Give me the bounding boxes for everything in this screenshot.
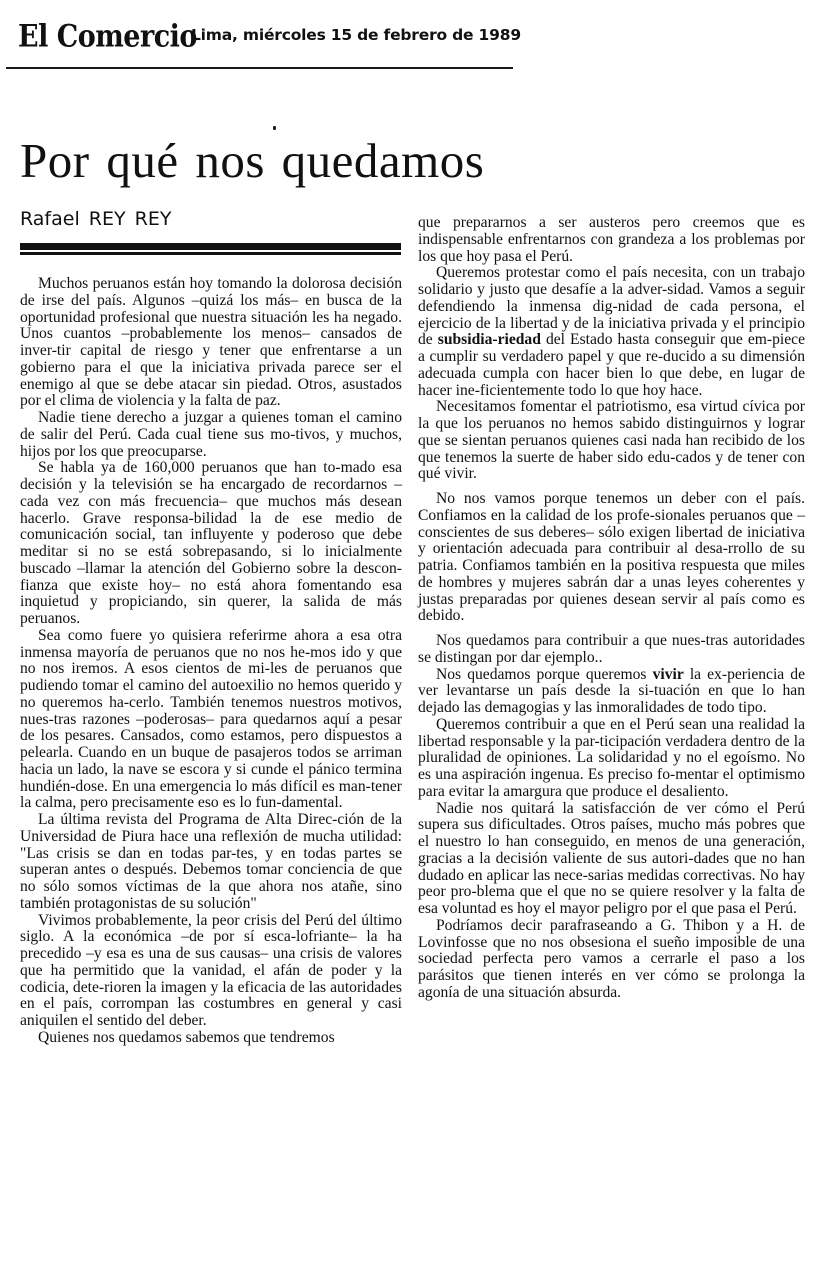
emphasis: vivir (652, 665, 684, 683)
print-speck (273, 126, 276, 130)
article-headline: Por qué nos quedamos (20, 133, 485, 188)
paragraph: Queremos contribuir a que en el Perú sean una realidad la libertad responsable y la par-ticipación verdadera dentro de la pluralidad de opiniones. La solidaridad y no el egoísmo. No es una aspiración ingenua. Es preciso fo-mentar el optimismo para evitar la amargura que produce el desaliento. (418, 715, 805, 800)
paragraph-continuation: que prepararnos a ser austeros pero creemos que es indispensable enfrentarnos con grandeza a los problemas por los que hoy pasa el Perú. (418, 214, 805, 265)
paragraph: No nos vamos porque tenemos un deber con el país. Confiamos en la calidad de los profe-sionales peruanos que –conscientes de sus deberes– sólo exigen libertad de iniciativa y orientación adecuada para contribuir al desa-rrollo de su patria. Confiamos también en la positiva respuesta que miles de hombres y mujeres sabrán dar a unas leyes coherentes y justas preparadas por quienes desean servir al país como es debido. (418, 490, 805, 625)
paragraph: Nos quedamos para contribuir a que nues-tras autoridades se distingan por dar ejemplo.. (418, 632, 805, 666)
paragraph: La última revista del Programa de Alta Direc-ción de la Universidad de Piura hace una reflexión de mucha utilidad: "Las crisis se dan en todas par-tes, y en todas partes se superan antes o después. Debemos tomar conciencia de que no sólo somos víctimas de la que ahora nos atañe, sino también protagonistas de su solución" (20, 811, 402, 912)
paragraph: Necesitamos fomentar el patriotismo, esa virtud cívica por la que los peruanos no hemos sabido distinguirnos y lograr que se sientan peruanos quienes casi nada han recibido de los que tenemos la suerte de haber sido edu-cados y de tener con qué vivir. (418, 398, 805, 483)
dateline: Lima, miércoles 15 de febrero de 1989 (191, 26, 521, 44)
paragraph: Nadie tiene derecho a juzgar a quienes toman el camino de salir del Perú. Cada cual tiene sus mo-tivos, y muchos, hijos por los que preocuparse. (20, 409, 402, 460)
paragraph: Vivimos probablemente, la peor crisis del Perú del último siglo. A la económica –de por sí esca-lofriante– la ha precedido –y esa es una de sus causas– una crisis de valores que ha permitido que la vanidad, el afán de poder y la codicia, dete-rioren la imagen y la eficacia de las autoridades en el país, corrompan las costumbres en general y casi aniquilen el sentido del deber. (20, 911, 402, 1029)
paragraph: Sea como fuere yo quisiera referirme ahora a esa otra inmensa mayoría de peruanos que no nos he-mos ido y que no nos iremos. A esos cientos de mi-les de peruanos que pudiendo tomar el camino del autoexilio no hemos querido y no queremos ha-cerlo. También tenemos nuestros motivos, nues-tras razones –poderosas– para quedarnos aquí a pesar de los pesares. Cansados, como estamos, pero dispuestos a pelearla. Cuando en un buque de pasajeros todos se arriman hacia un lado, la nave se escora y si cunde el pánico termina hundién-dose. En una emergencia lo más difícil es man-tener la calma, pero precisamente eso es lo fun-damental. (20, 626, 402, 812)
article-byline: Rafael REY REY (20, 208, 172, 230)
paragraph: Muchos peruanos están hoy tomando la dolorosa decisión de irse del país. Algunos –quizá los más– en busca de la oportunidad profesional que nuestra situación les ha negado. Unos cuantos –probablemente los menos– cansados de inver-tir capital de riesgo y tener que enfrentarse a un gobierno para el que la iniciativa privada parece ser el enemigo al que se debe atacar sin piedad. Otros, asustados por el clima de violencia y la falta de paz. (20, 275, 402, 410)
text-run: del Estado hasta conseguir que em-piece a cumplir su verdadero papel y que re-ducido a su dimensión adecuada cumpla con hacer bien lo que debe, en lugar de hacer ine-ficientemente todo lo que hoy hace. (418, 331, 805, 399)
text-run: Queremos protestar como el país necesita, con un trabajo solidario y justo que desafíe a la adver-sidad. Vamos a seguir defendiendo la inmensa dig-nidad de cada persona, el ejercicio de la libertad y de la iniciativa privada y el principio de (418, 264, 805, 349)
text-run: Nos quedamos porque queremos (436, 665, 653, 683)
paragraph (418, 265, 805, 399)
paragraph: Se habla ya de 160,000 peruanos que han to-mado esa decisión y la televisión se ha encargado de recordarnos –cada vez con más frecuencia– que muchos más desean hacerlo. Grave responsa-bilidad la de ese medio de comunicación social, tan influyente y poderoso que debe meditar si no se está sobrepasando, si lo inicialmente buscado –llamar la atención del Gobierno sobre la descon-fianza que existe hoy– no está ahora fomentando esa inquietud y propiciando, sin querer, la salida de más peruanos. (20, 459, 402, 627)
paragraph (418, 667, 805, 717)
paragraph: Nadie nos quitará la satisfacción de ver cómo el Perú supera sus dificultades. Otros países, mucho más pobres que el nuestro lo han conseguido, en menos de una generación, gracias a la decisión valiente de sus autori-dades que no han dudado en aplicar las nece-sarias medidas correctivas. No hay peor pro-blema que el que no se quiere resolver y la falta de esa voluntad es hoy el mayor peligro por el que pasa el Perú. (418, 799, 805, 917)
text-run: la ex-periencia de ver levantarse un país desde la si-tuación en que lo han dejado las demagogias y las inmoralidades de todo tipo. (418, 665, 806, 716)
masthead-rule (6, 67, 513, 69)
article-column-left (20, 276, 402, 1047)
newspaper-logo: El Comercio (18, 18, 197, 55)
emphasis: subsidia-riedad (437, 331, 541, 349)
masthead (18, 18, 528, 55)
byline-rule (20, 243, 401, 252)
paragraph: Quienes nos quedamos sabemos que tendremos (38, 1028, 335, 1046)
paragraph: Podríamos decir parafraseando a G. Thibon y a H. de Lovinfosse que no nos obsesiona el sueño imposible de una sociedad perfecta pero vamos a cerrarle el paso a los parásitos que tienen interés en ver cómo se prolonga la agonía de una situación absurda. (418, 916, 805, 1001)
article-column-right (418, 215, 805, 1002)
